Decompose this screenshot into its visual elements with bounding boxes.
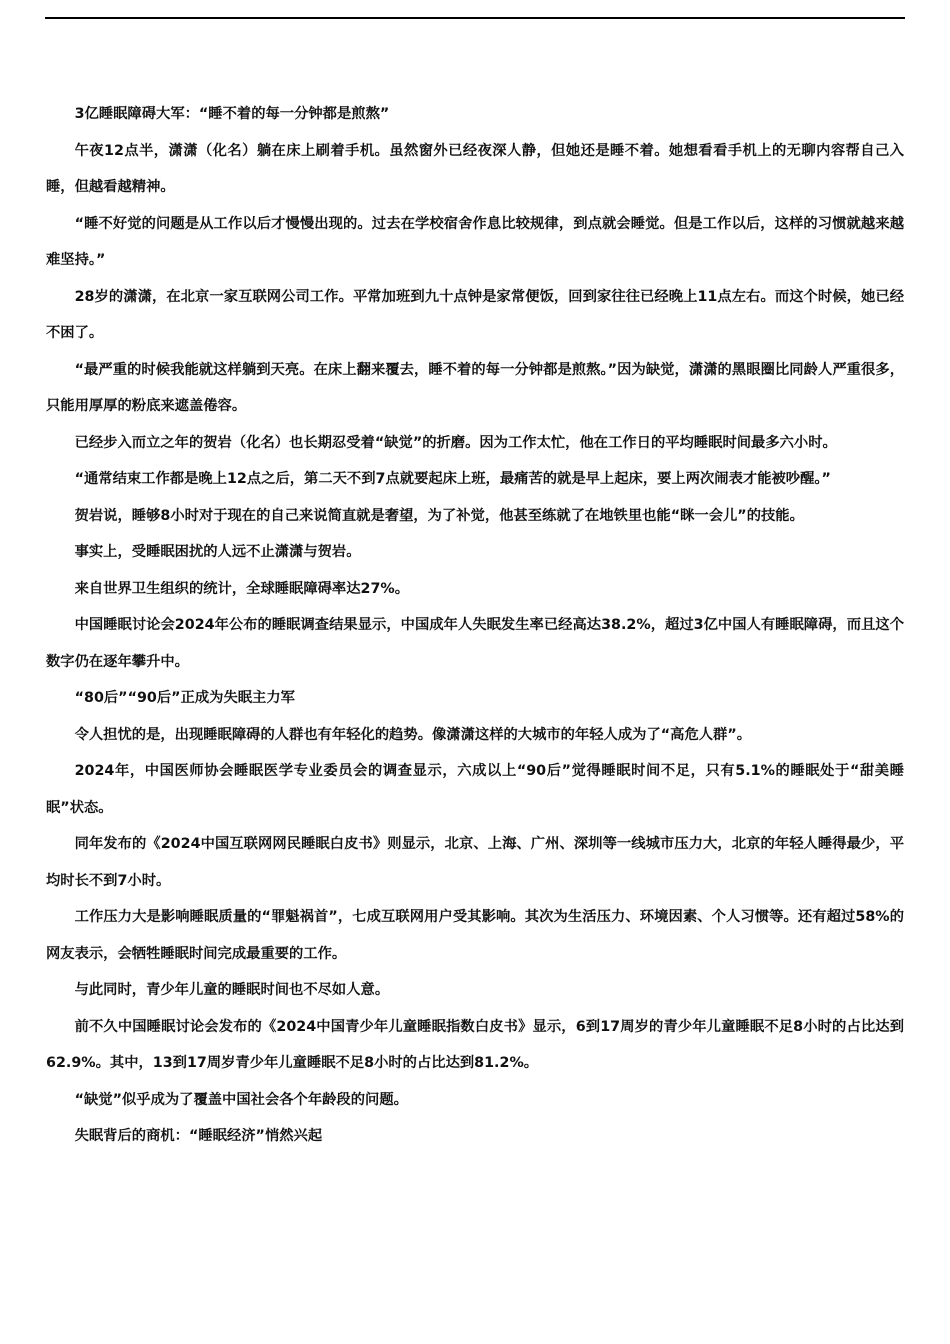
paragraph: 来自世界卫生组织的统计，全球睡眠障碍率达27%。 [74, 580, 410, 597]
paragraph: 午夜12点半，潇潇（化名）躺在床上刷着手机。虽然窗外已经夜深人静，但她还是睡不着。她想看看手机上的无聊内容帮自己入睡，但越看越精神。 [46, 142, 904, 195]
section-heading: “80后”“90后”正成为失眠主力军 [74, 690, 295, 706]
paragraph: 已经步入而立之年的贺岩（化名）也长期忍受着“缺觉”的折磨。因为工作太忙，他在工作日的平均睡眠时间最多六小时。 [74, 434, 837, 451]
paragraph: “通常结束工作都是晚上12点之后，第二天不到7点就要起床上班，最痛苦的就是早上起床，要上两次闹表才能被吵醒。” [74, 471, 831, 487]
paragraph: “缺觉”似乎成为了覆盖中国社会各个年龄段的问题。 [74, 1091, 408, 1108]
header-rule [45, 17, 905, 19]
paragraph: 与此同时，青少年儿童的睡眠时间也不尽如人意。 [74, 982, 390, 998]
paragraph: 中国睡眠讨论会2024年公布的睡眠调查结果显示，中国成年人失眠发生率已经高达38.2%，超过3亿中国人有睡眠障碍，而且这个数字仍在逐年攀升中。 [46, 617, 904, 670]
paragraph: 前不久中国睡眠讨论会发布的《2024中国青少年儿童睡眠指数白皮书》显示，6到17周岁的青少年儿童睡眠不足8小时的占比达到62.9%。其中，13到17周岁青少年儿童睡眠不足8小时的占比达到81.2%。 [46, 1018, 904, 1071]
paragraph: 贺岩说，睡够8小时对于现在的自己来说简直就是奢望，为了补觉，他甚至练就了在地铁里也能“眯一会儿”的技能。 [74, 507, 804, 524]
paragraph: 2024年，中国医师协会睡眠医学专业委员会的调查显示，六成以上“90后”觉得睡眠时间不足，只有5.1%的睡眠处于“甜美睡眠”状态。 [46, 763, 904, 816]
section-heading: 失眠背后的商机：“睡眠经济”悄然兴起 [74, 1128, 323, 1144]
paragraph: 工作压力大是影响睡眠质量的“罪魁祸首”，七成互联网用户受其影响。其次为生活压力、环境因素、个人习惯等。还有超过58%的网友表示，会牺牲睡眠时间完成最重要的工作。 [46, 909, 904, 962]
paragraph: “睡不好觉的问题是从工作以后才慢慢出现的。过去在学校宿舍作息比较规律，到点就会睡觉。但是工作以后，这样的习惯就越来越难坚持。” [46, 215, 904, 268]
paragraph: 事实上，受睡眠困扰的人远不止潇潇与贺岩。 [74, 544, 361, 560]
article-body [46, 96, 904, 1155]
paragraph: 28岁的潇潇，在北京一家互联网公司工作。平常加班到九十点钟是家常便饭，回到家往往已经晚上11点左右。而这个时候，她已经不困了。 [46, 288, 904, 341]
paragraph: 令人担忧的是，出现睡眠障碍的人群也有年轻化的趋势。像潇潇这样的大城市的年轻人成为了“高危人群”。 [74, 726, 752, 743]
section-heading: 3亿睡眠障碍大军：“睡不着的每一分钟都是煎熬” [74, 106, 390, 122]
paragraph: 同年发布的《2024中国互联网网民睡眠白皮书》则显示，北京、上海、广州、深圳等一线城市压力大，北京的年轻人睡得最少，平均时长不到7小时。 [46, 836, 904, 889]
paragraph: “最严重的时候我能就这样躺到天亮。在床上翻来覆去，睡不着的每一分钟都是煎熬。”因为缺觉，潇潇的黑眼圈比同龄人严重很多，只能用厚厚的粉底来遮盖倦容。 [46, 361, 904, 414]
